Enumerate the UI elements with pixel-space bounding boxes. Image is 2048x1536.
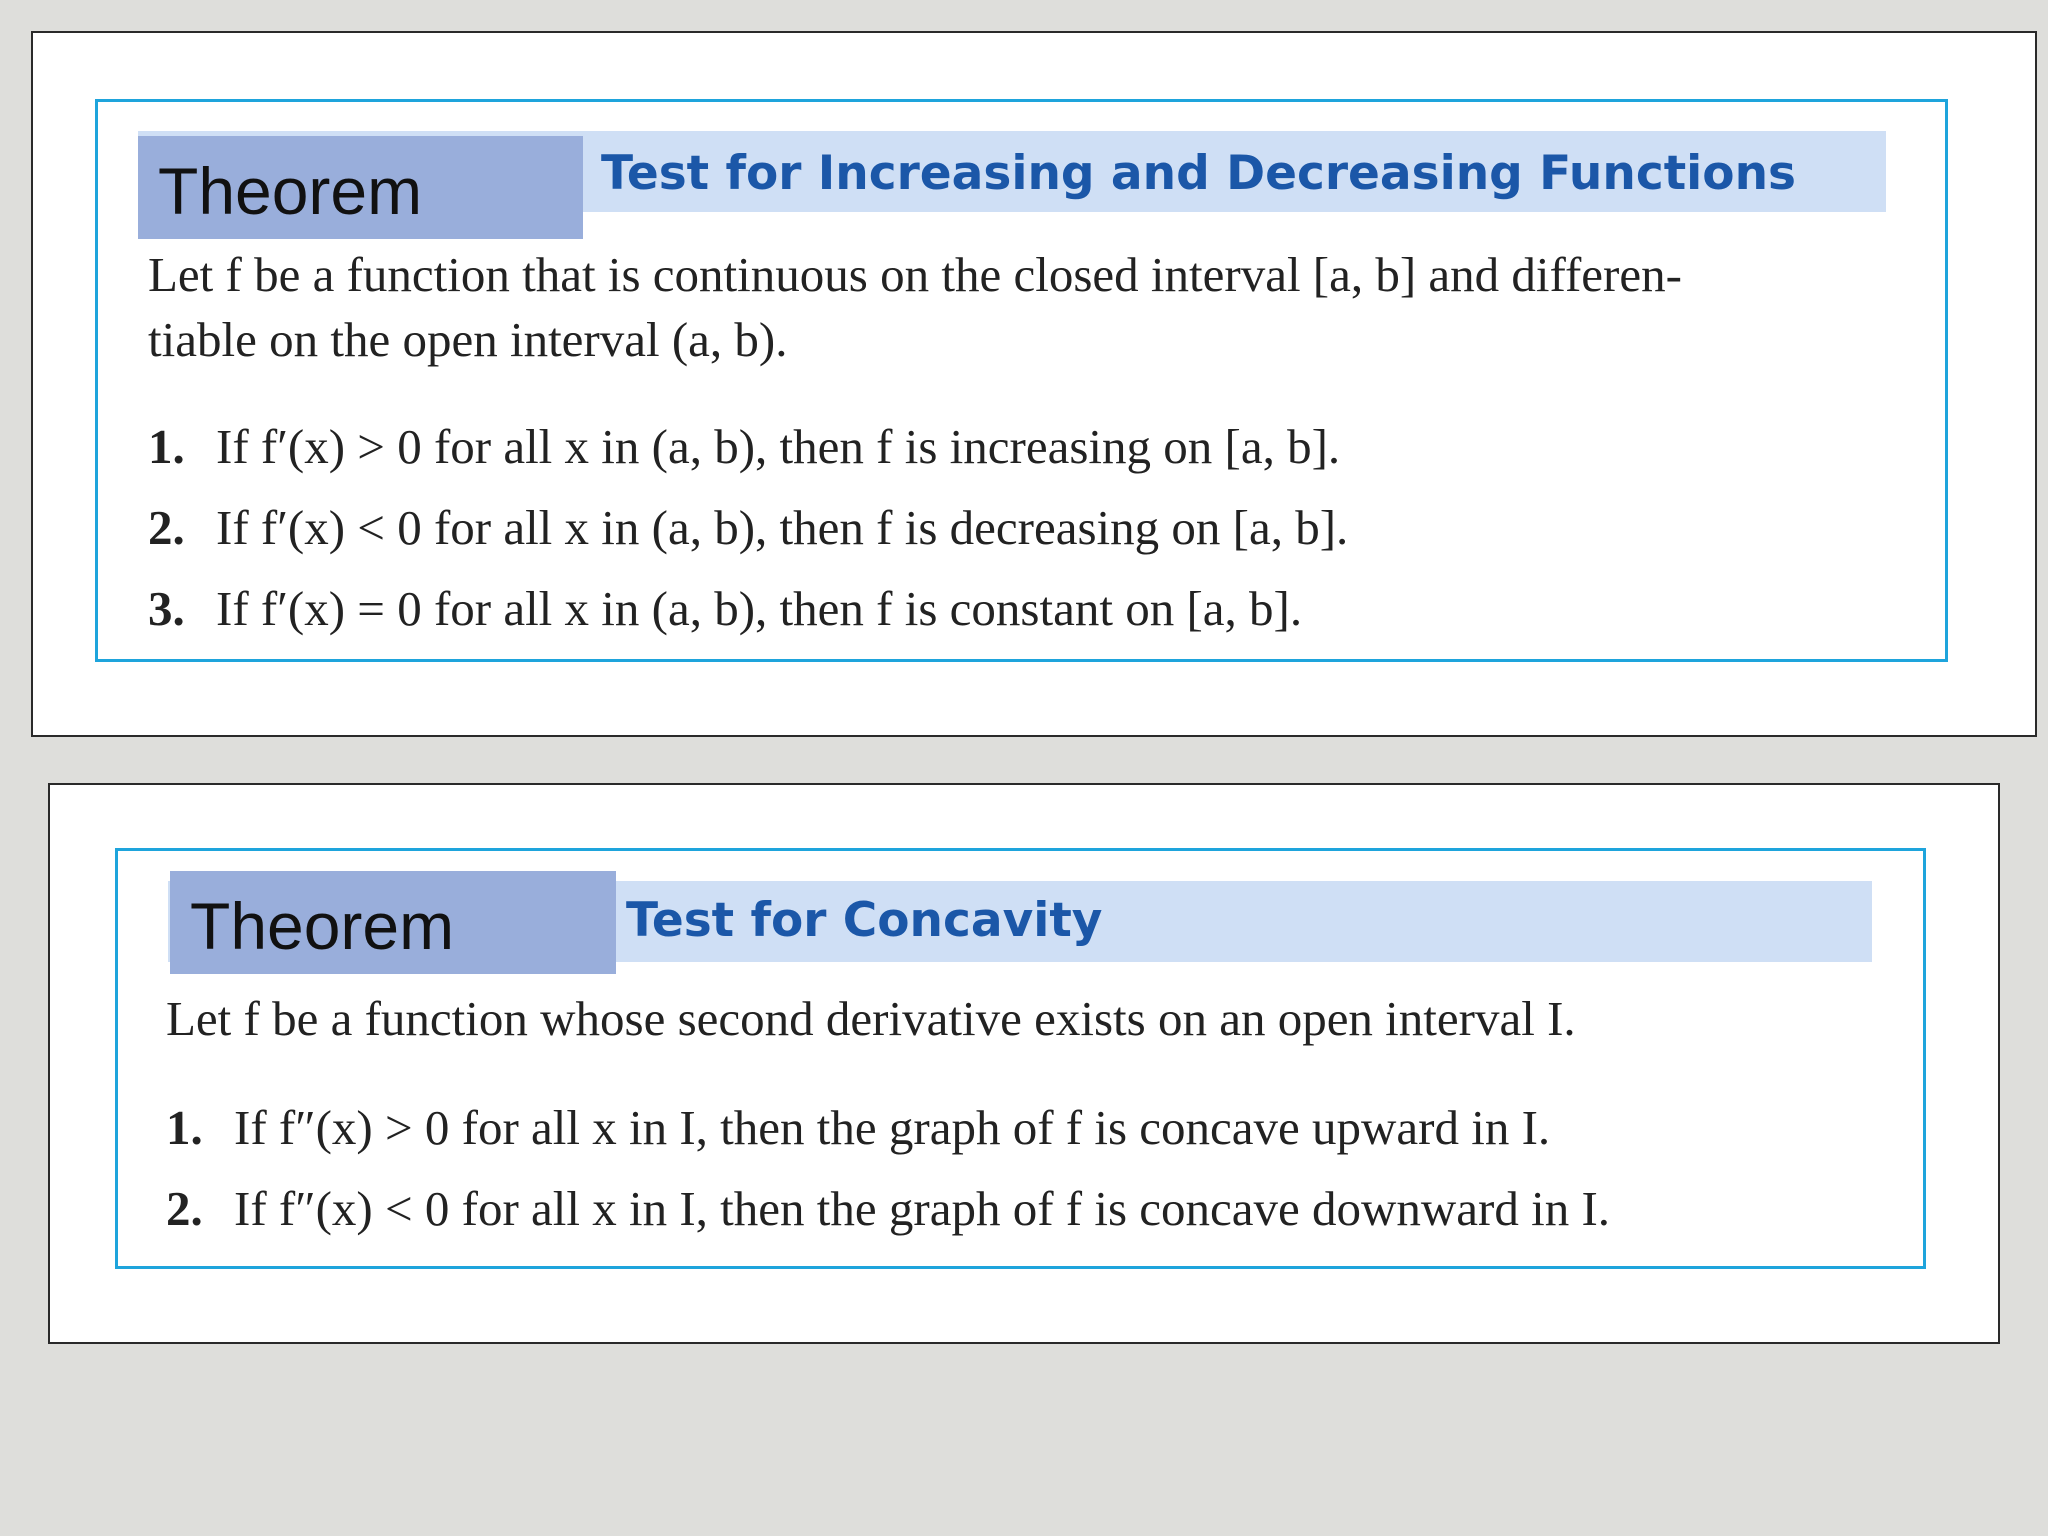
condition-item bbox=[166, 1087, 1610, 1168]
theorem-title: Test for Concavity bbox=[626, 893, 1103, 948]
condition-item bbox=[148, 568, 1348, 649]
condition-number: 2. bbox=[148, 500, 185, 555]
theorem-tab-label: Theorem bbox=[138, 136, 583, 239]
condition-list bbox=[166, 1087, 1610, 1249]
condition-text: If f′(x) = 0 for all x in (a, b), then f is constant on [a, b]. bbox=[216, 581, 1303, 636]
intro-line-1: Let f be a function that is continuous on the closed interval [a, b] and differen- bbox=[148, 247, 1682, 302]
theorem-intro bbox=[166, 986, 1906, 1051]
condition-number: 1. bbox=[148, 419, 185, 474]
condition-text: If f″(x) > 0 for all x in I, then the graph of f is concave upward in I. bbox=[234, 1100, 1551, 1155]
condition-number: 3. bbox=[148, 581, 185, 636]
condition-list bbox=[148, 406, 1348, 649]
theorem-tab-label: Theorem bbox=[170, 871, 616, 974]
slide-concavity bbox=[48, 783, 2000, 1344]
theorem-title: Test for Increasing and Decreasing Functions bbox=[601, 146, 1797, 201]
theorem-intro bbox=[148, 242, 1928, 372]
slide-increasing-decreasing bbox=[31, 31, 2037, 737]
condition-number: 1. bbox=[166, 1100, 203, 1155]
condition-number: 2. bbox=[166, 1181, 203, 1236]
intro-line-2: tiable on the open interval (a, b). bbox=[148, 312, 788, 367]
condition-text: If f′(x) < 0 for all x in (a, b), then f is decreasing on [a, b]. bbox=[216, 500, 1349, 555]
condition-text: If f″(x) < 0 for all x in I, then the graph of f is concave downward in I. bbox=[234, 1181, 1611, 1236]
condition-item bbox=[148, 406, 1348, 487]
condition-item bbox=[166, 1168, 1610, 1249]
intro-line-1: Let f be a function whose second derivative exists on an open interval I. bbox=[166, 991, 1576, 1046]
theorem-box-concavity bbox=[115, 848, 1926, 1269]
condition-text: If f′(x) > 0 for all x in (a, b), then f is increasing on [a, b]. bbox=[216, 419, 1341, 474]
theorem-box-increasing-decreasing bbox=[95, 99, 1948, 662]
condition-item bbox=[148, 487, 1348, 568]
